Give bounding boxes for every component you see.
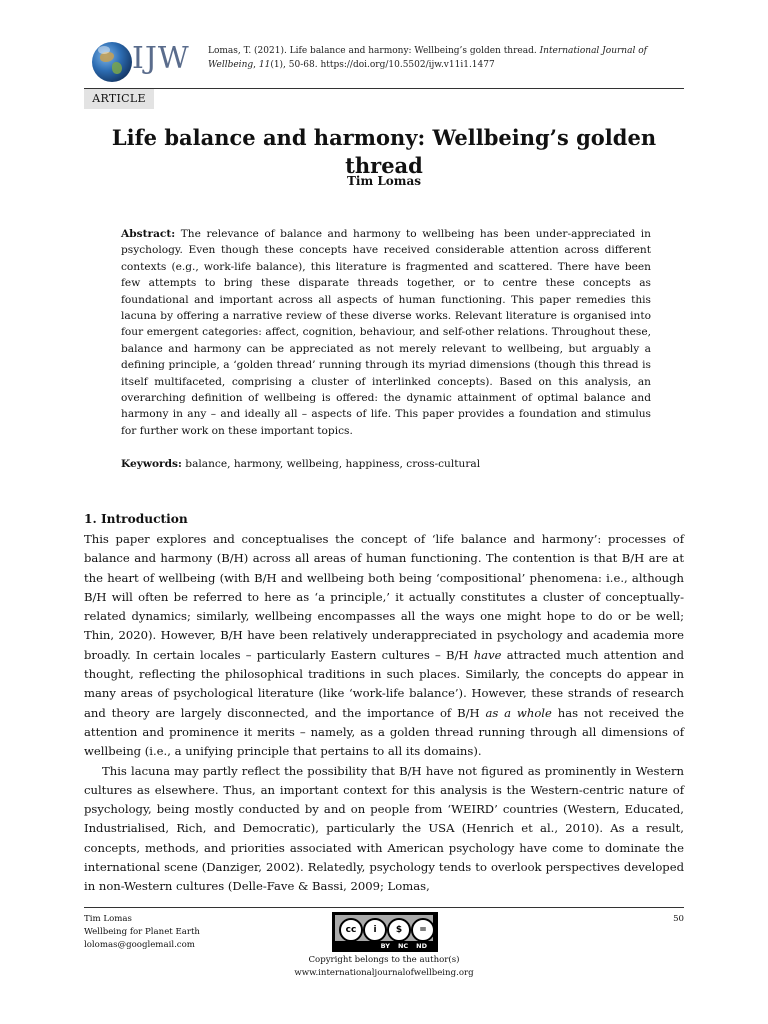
abstract-text: The relevance of balance and harmony to wellbeing has been under-appreciated in psychology. Even though these concepts have received considerable attention across different contexts (e.g., work-life balance), this literature is fragmented and scattered. There have been few attempts to bring these disparate threads together, or to centre these concepts as foundational and important across all aspects of human functioning. This paper remedies this lacuna by offering a narrative review of these diverse works. Relevant literature is organised into four emergent categories: affect, cognition, behaviour, and self-other relations. Throughout these, balance and harmony can be appreciated as not merely relevant to wellbeing, but arguably a defining principle, a ‘golden thread’ running through its myriad dimensions (though this thread is itself multifaceted, comprising a cluster of interlinked concepts). Based on this analysis, an overarching definition of wellbeing is offered: the dynamic attainment of optimal balance and harmony in any – and ideally all – aspects of life. This paper provides a foundation and stimulus for further work on these important topics. bbox=[121, 228, 651, 437]
footer-copyright bbox=[234, 954, 534, 980]
attribution-icon: i bbox=[363, 918, 387, 942]
cc-label-by: BY bbox=[380, 942, 390, 950]
journal-logo bbox=[92, 42, 192, 86]
keywords-text: balance, harmony, wellbeing, happiness, cross-cultural bbox=[181, 458, 481, 470]
citation bbox=[208, 44, 688, 72]
citation-journal: International Journal of Wellbeing bbox=[208, 46, 647, 70]
footer-author-info bbox=[84, 913, 200, 952]
footer-affiliation: Wellbeing for Planet Earth bbox=[84, 927, 200, 937]
citation-doi: (1), 50-68. https://doi.org/10.5502/ijw.v11i1.1477 bbox=[270, 60, 495, 70]
copyright-text: Copyright belongs to the author(s) bbox=[308, 955, 460, 965]
citation-author: Lomas, T. (2021). Life balance and harmony: Wellbeing’s golden thread. bbox=[208, 46, 540, 56]
footer-rule bbox=[84, 907, 684, 908]
footer-email[interactable]: lolomas@googlemail.com bbox=[84, 940, 195, 950]
body-text bbox=[84, 530, 684, 897]
header-rule bbox=[84, 88, 684, 89]
paragraph-1: This paper explores and conceptualises the concept of ‘life balance and harmony’: processes of balance and harmony (B/H) across all areas of human functioning. The contention is that B/H are at the heart of wellbeing (with B/H and wellbeing both being ‘compositional’ phenomena: i.e., although B/H will often be referred to here as ‘a principle,’ it actually constitutes a cluster of conceptually-related dynamics; similarly, wellbeing encompasses all the ways one might hope to do or be well; Thin, 2020). However, B/H have been relatively underappreciated in psychology and academia more broadly. In certain locales – particularly Eastern cultures – B/H have attracted much attention and thought, reflecting the philosophical traditions in such places. Similarly, the concepts do appear in many areas of psychological literature (like ‘work-life balance’). However, these strands of research and theory are largely disconnected, and the importance of B/H as a whole has not received the attention and prominence it merits – namely, as a golden thread running through all dimensions of wellbeing (i.e., a unifying principle that pertains to all its domains). bbox=[84, 532, 684, 759]
cc-label-nc: NC bbox=[397, 942, 409, 950]
logo-text: IJW bbox=[132, 41, 190, 76]
abstract-label: Abstract: bbox=[121, 228, 176, 240]
noncommercial-icon: $ bbox=[387, 918, 411, 942]
globe-icon bbox=[92, 42, 132, 82]
paper-title: Life balance and harmony: Wellbeing’s golden thread bbox=[111, 125, 657, 178]
article-tag: ARTICLE bbox=[84, 89, 154, 109]
citation-volume: 11 bbox=[258, 60, 271, 70]
cc-icon: cc bbox=[339, 918, 363, 942]
keywords bbox=[121, 456, 651, 472]
paper-author: Tim Lomas bbox=[346, 174, 422, 188]
paragraph-2: This lacuna may partly reflect the possibility that B/H have not figured as prominently in Western cultures as elsewhere. Thus, an important context for this analysis is the Western-centric nature of psychology, being mostly conducted by and on people from ‘WEIRD’ countries (Western, Educated, Industrialised, Rich, and Democratic), particularly the USA (Henrich et al., 2010). As a result, concepts, methods, and priorities associated with American psychology have come to dominate the international scene (Danziger, 2002). Relatedly, psychology tends to overlook perspectives developed in non-Western cultures (Delle-Fave & Bassi, 2009; Lomas, bbox=[84, 763, 684, 894]
citation-separator: , bbox=[253, 60, 259, 70]
footer-author-name: Tim Lomas bbox=[84, 914, 132, 924]
cc-labels bbox=[333, 941, 437, 951]
section-heading: 1. Introduction bbox=[84, 512, 188, 526]
noderivatives-icon: = bbox=[411, 918, 435, 942]
cc-label-nd: ND bbox=[416, 942, 427, 950]
abstract bbox=[121, 226, 651, 439]
cc-license-badge[interactable] bbox=[332, 912, 438, 952]
keywords-label: Keywords: bbox=[121, 458, 182, 470]
page-number: 50 bbox=[673, 914, 684, 924]
journal-website[interactable]: www.internationaljournalofwellbeing.org bbox=[294, 968, 474, 978]
